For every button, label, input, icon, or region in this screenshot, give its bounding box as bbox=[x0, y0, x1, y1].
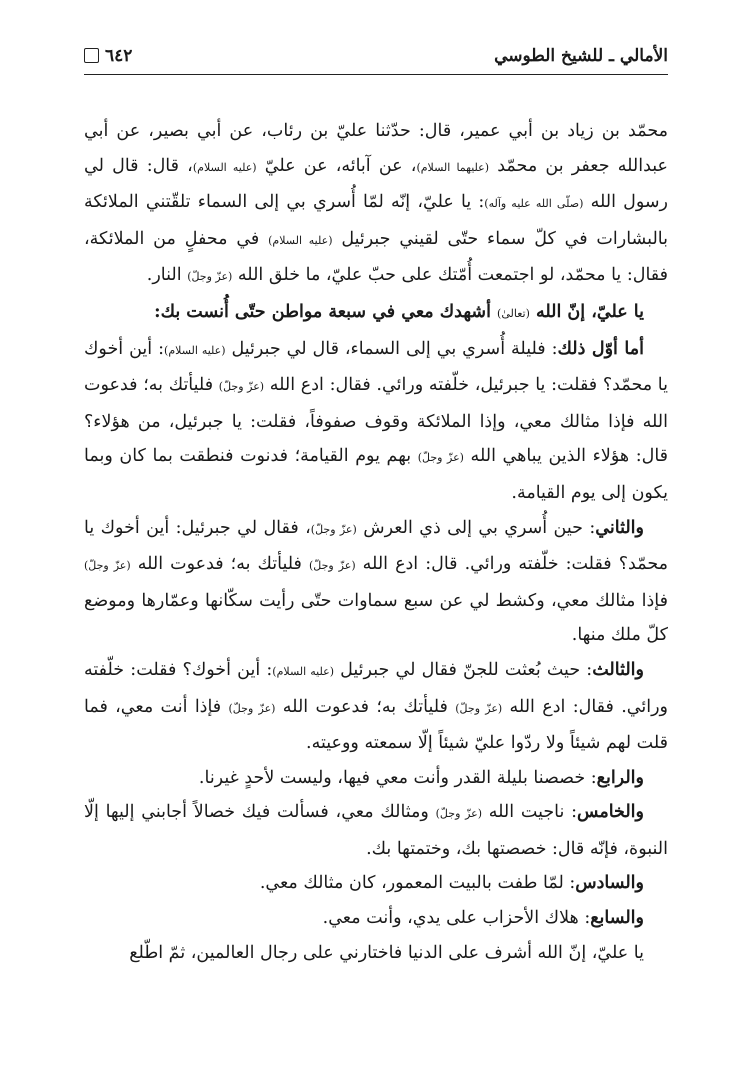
text: : ناجيت الله bbox=[482, 802, 578, 823]
section-lead: أما أوّل ذلك bbox=[557, 338, 644, 359]
page-number bbox=[84, 46, 132, 66]
honorific: (عزّ وجلّ) bbox=[417, 451, 464, 465]
text: : هلاك الأحزاب على يدي، وأنت معي. bbox=[322, 908, 591, 929]
text: فليأتك به؛ فدعوت الله فإذا مثالك معي، وإذا الملائكة وقوف صفوفاً، فقلت: يا جبرئيل، من هؤلاء؟ قال: هؤلاء الذين يباهي الله bbox=[84, 375, 669, 467]
text: : حين أُسري بي إلى ذي العرش bbox=[356, 517, 596, 538]
text: ، قال: قال لي رسول الله bbox=[84, 155, 668, 213]
honorific: (عزّ وجلّ) bbox=[218, 380, 265, 394]
honorific: (عليه السلام) bbox=[272, 664, 334, 678]
paragraph bbox=[84, 866, 668, 901]
text: النار. bbox=[146, 265, 188, 286]
running-title: الأمالي ـ للشيخ الطوسي bbox=[494, 46, 668, 66]
text: فإذا مثالك معي، وكشط لي عن سبع سماوات حتّى رأيت سكّانها وعمّارها وموضع كلّ ملك منها. bbox=[84, 590, 668, 646]
text: يا عليّ، إنّ الله bbox=[529, 301, 644, 322]
paragraph bbox=[84, 936, 668, 971]
honorific: (عليه السلام) bbox=[192, 160, 257, 174]
paragraph bbox=[84, 114, 668, 295]
honorific: (تعالىٰ) bbox=[497, 306, 530, 320]
honorific: (صلّى الله عليه وآله) bbox=[484, 197, 584, 211]
square-marker-icon bbox=[84, 48, 99, 63]
section-lead: والثالث bbox=[592, 659, 644, 680]
text: : خصصنا بليلة القدر وأنت معي فيها، وليست لأحدٍ غيرنا. bbox=[198, 767, 597, 788]
text: فليأتك به؛ فدعوت الله bbox=[130, 554, 309, 575]
text: أشهدك معي في سبعة مواطن حتّى أُنست بك: bbox=[154, 301, 498, 322]
honorific: (عليهما السلام) bbox=[416, 160, 490, 174]
text: فإذا أنت معي، فما قلت لهم شيئاً ولا ردّوا عليّ شيئاً إلّا سمعته ووعيته. bbox=[84, 696, 668, 754]
honorific: (عزّ وجلّ) bbox=[455, 701, 503, 715]
text: : حيث بُعثت للجنّ فقال لي جبرئيل bbox=[333, 659, 593, 680]
section-lead: والخامس bbox=[577, 802, 644, 823]
section-lead: والرابع bbox=[596, 767, 644, 788]
honorific: (عليه السلام) bbox=[268, 233, 333, 247]
honorific: (عزّ وجلّ) bbox=[84, 559, 131, 573]
text: بهم يوم القيامة؛ فدنوت فنطقت بما كان وبما يكون إلى يوم القيامة. bbox=[84, 446, 668, 503]
paragraph bbox=[84, 761, 668, 796]
honorific: (عليه السلام) bbox=[164, 343, 226, 357]
honorific: (عزّ وجلّ) bbox=[435, 807, 482, 821]
honorific: (عزّ وجلّ) bbox=[228, 701, 276, 715]
section-lead: والسادس bbox=[575, 873, 644, 894]
honorific: (عزّ وجلّ) bbox=[308, 559, 356, 573]
text: : لمّا طفت بالبيت المعمور، كان مثالك معي. bbox=[259, 873, 576, 894]
page-header bbox=[84, 44, 668, 75]
paragraph bbox=[84, 511, 668, 653]
paragraph bbox=[84, 295, 668, 332]
text: : فليلة أُسري بي إلى السماء، قال لي جبرئيل bbox=[225, 338, 558, 359]
honorific: (عزّ وجلّ) bbox=[310, 522, 357, 536]
text: ، فقال لي جبرئيل: أين أخوك يا محمّد؟ فقلت: خلّفته ورائي. قال: ادع الله bbox=[84, 517, 668, 575]
text: ، عن آبائه، عن عليّ bbox=[256, 155, 417, 176]
section-lead: والسابع bbox=[590, 908, 644, 929]
text: : أين أخوك يا محمّد؟ فقلت: يا جبرئيل، خلّفته ورائي. فقال: ادع الله bbox=[84, 338, 669, 396]
paragraph bbox=[84, 332, 668, 511]
paragraph bbox=[84, 653, 668, 761]
paragraph bbox=[84, 901, 668, 936]
page-number-text: ٦٤٢ bbox=[105, 46, 133, 66]
text: ومثالك معي، فسألت فيك خصالاً أجابني إليها إلّا النبوة، فإنّه قال: خصصتها بك، وختمتها بك. bbox=[84, 802, 668, 859]
section-lead: والثاني bbox=[595, 517, 644, 538]
honorific: (عزّ وجلّ) bbox=[187, 270, 233, 284]
text: في محفلٍ من الملائكة، فقال: يا محمّد، لو اجتمعت أُمّتك على حبّ عليّ، ما خلق الله bbox=[84, 228, 668, 286]
text: يا عليّ، إنّ الله أشرف على الدنيا فاختارني على رجال العالمين، ثمّ اطّلع bbox=[129, 942, 644, 963]
text: : أين أخوك؟ فقلت: خلّفته ورائي. فقال: ادع الله bbox=[84, 659, 668, 717]
text: : يا عليّ، إنّه لمّا أُسري بي إلى السماء تلقّتني الملائكة بالبشارات في كلّ سماء حتّى لقيني جبرئيل bbox=[84, 192, 668, 249]
page-body bbox=[84, 114, 668, 970]
text: محمّد بن زياد بن أبي عمير، قال: حدّثنا عليّ بن رئاب، عن أبي بصير، عن أبي عبدالله جعفر بن محمّد bbox=[84, 121, 668, 176]
paragraph bbox=[84, 795, 668, 866]
text: فليأتك به؛ فدعوت الله bbox=[275, 696, 456, 717]
